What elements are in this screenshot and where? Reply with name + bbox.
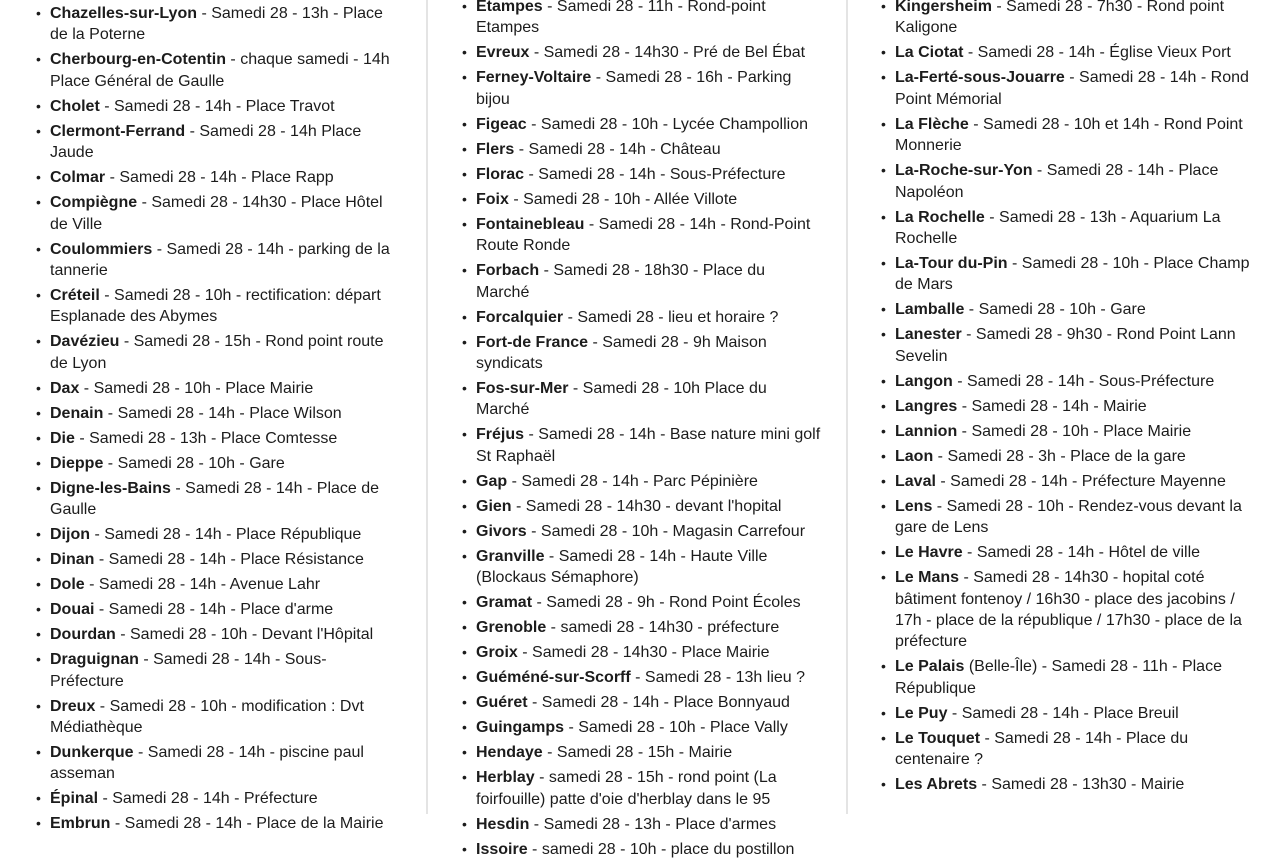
- city-name: Issoire: [476, 840, 528, 858]
- event-details: - Samedi 28 - 10h - Place Champ de Mars: [895, 255, 1250, 294]
- list-item: [881, 114, 1260, 157]
- city-name: Lamballe: [895, 301, 965, 319]
- list-item: [36, 49, 397, 92]
- event-details: - Samedi 28 - 7h30 - Rond point Kaligone: [895, 0, 1225, 37]
- event-details: - Samedi 28 - 14h30 - devant l'hopital: [511, 497, 782, 515]
- bullet-icon: •: [36, 287, 41, 304]
- event-details: - Samedi 28 - 10h et 14h - Rond Point Monnerie: [895, 115, 1243, 155]
- event-details: - Samedi 28 - 14h - Sous-Préfecture: [952, 372, 1215, 390]
- event-details: - Samedi 28 - 14h - Église Vieux Port: [963, 44, 1231, 62]
- bullet-icon: •: [462, 594, 467, 611]
- bullet-icon: •: [881, 0, 886, 14]
- city-name: Fos-sur-Mer: [476, 380, 569, 398]
- event-details: - Samedi 28 - 14h - Place de Gaulle: [50, 479, 380, 519]
- bullet-icon: •: [881, 69, 886, 86]
- city-name: Compiègne: [50, 194, 138, 212]
- list-item: [36, 331, 397, 374]
- city-name: La Rochelle: [895, 208, 985, 226]
- event-details: - Samedi 28 - 14h - Mairie: [957, 397, 1147, 415]
- event-details: - Samedi 28 - 10h - Place Mairie: [957, 422, 1192, 440]
- bullet-icon: •: [36, 744, 41, 761]
- city-name: Granville: [476, 547, 545, 565]
- list-item: [881, 0, 1260, 39]
- city-name: Créteil: [50, 287, 100, 305]
- city-name: Le Palais: [895, 658, 965, 676]
- event-details: - Samedi 28 - 14h30 - Pré de Bel Ébat: [529, 44, 806, 62]
- event-details: - Samedi 28 - 14h - Place Bonnyaud: [527, 694, 790, 712]
- bullet-icon: •: [36, 551, 41, 568]
- event-details: - Samedi 28 - 14h - piscine paul asseman: [50, 744, 364, 783]
- city-name: Die: [50, 429, 75, 447]
- event-list-column-2: [428, 0, 846, 864]
- bullet-icon: •: [462, 472, 467, 489]
- list-item: [462, 114, 822, 135]
- list-item: [881, 299, 1260, 320]
- city-name: Douai: [50, 601, 95, 619]
- bullet-icon: •: [36, 815, 41, 832]
- event-details: - Samedi 28 - 14h - Place Travot: [99, 97, 335, 115]
- event-details: - Samedi 28 - 14h30 - Place Mairie: [517, 644, 770, 662]
- event-details: - Samedi 28 - 9h Maison syndicats: [476, 333, 767, 373]
- list-item: [36, 192, 397, 235]
- bullet-icon: •: [881, 115, 886, 132]
- event-list-column-3: [848, 0, 1280, 799]
- bullet-icon: •: [462, 215, 467, 232]
- event-details: - Samedi 28 - 3h - Place de la gare: [933, 447, 1186, 465]
- city-name: Florac: [476, 165, 525, 183]
- bullet-icon: •: [881, 255, 886, 272]
- list-item: [462, 164, 822, 185]
- bullet-icon: •: [462, 547, 467, 564]
- bullet-icon: •: [881, 776, 886, 793]
- list-item: [462, 332, 822, 375]
- list-item: [881, 703, 1260, 724]
- bullet-icon: •: [462, 380, 467, 397]
- bullet-icon: •: [881, 397, 886, 414]
- bullet-icon: •: [462, 426, 467, 443]
- city-name: Langon: [895, 372, 953, 390]
- list-item: [462, 67, 822, 110]
- list-item: [881, 371, 1260, 392]
- city-name: Davézieu: [50, 333, 120, 351]
- bullet-icon: •: [36, 651, 41, 668]
- city-name: Chazelles-sur-Lyon: [50, 5, 197, 22]
- event-details: - Samedi 28 - 18h30 - Place du Marché: [476, 262, 766, 301]
- list-item: [36, 478, 397, 521]
- bullet-icon: •: [36, 51, 41, 68]
- city-name: Lannion: [895, 422, 958, 440]
- event-details: - samedi 28 - 10h - place du postillon: [527, 840, 795, 858]
- event-details: - Samedi 28 - 14h - Place Napoléon: [895, 162, 1219, 201]
- bullet-icon: •: [36, 169, 41, 186]
- city-name: Dieppe: [50, 454, 104, 472]
- city-name: La Flèche: [895, 115, 969, 133]
- list-item: [462, 42, 822, 63]
- list-item: [462, 496, 822, 517]
- list-item: [462, 214, 822, 257]
- event-details: - Samedi 28 - 14h - Sous-Préfecture: [50, 651, 327, 690]
- event-details: - Samedi 28 - 10h - Devant l'Hôpital: [115, 626, 374, 644]
- event-details: - Samedi 28 - 13h - Place Comtesse: [74, 429, 338, 447]
- list-item: [462, 0, 822, 39]
- event-details: - Samedi 28 - 13h lieu ?: [630, 669, 806, 687]
- list-item: [36, 813, 397, 834]
- list-item: [881, 160, 1260, 203]
- bullet-icon: •: [881, 497, 886, 514]
- event-details: - Samedi 28 - 10h - rectification: départ Esplanade des Abymes: [50, 287, 381, 326]
- list-item: [881, 656, 1260, 699]
- list-item: [462, 139, 822, 160]
- list-item: [462, 546, 822, 589]
- bullet-icon: •: [462, 333, 467, 350]
- list-item: [462, 471, 822, 492]
- list-item: [462, 592, 822, 613]
- event-details: - Samedi 28 - 14h Place Jaude: [50, 122, 362, 162]
- bullet-icon: •: [36, 601, 41, 618]
- bullet-icon: •: [881, 422, 886, 439]
- event-details: - Samedi 28 - 13h - Place d'armes: [529, 815, 777, 833]
- event-details: - samedi 28 - 14h30 - préfecture: [546, 619, 780, 637]
- city-name: Dourdan: [50, 626, 116, 644]
- city-name: Hesdin: [476, 815, 530, 833]
- city-name: La Ciotat: [895, 44, 964, 62]
- bullet-icon: •: [36, 97, 41, 114]
- event-details: - Samedi 28 - 9h30 - Rond Point Lann Sevelin: [895, 326, 1236, 365]
- city-name: Fréjus: [476, 426, 525, 444]
- bullet-icon: •: [36, 194, 41, 211]
- list-item: [36, 428, 397, 449]
- bullet-icon: •: [881, 301, 886, 318]
- list-item: [881, 324, 1260, 367]
- event-details: - Samedi 28 - 14h30 - hopital coté bâtiment fontenoy / 16h30 - place des jacobins / 17h - place de la république / 17h30 - place de la préfecture: [895, 569, 1242, 651]
- list-item: [36, 742, 397, 785]
- bullet-icon: •: [36, 429, 41, 446]
- event-details: - Samedi 28 - 10h - Lycée Champollion: [526, 115, 809, 133]
- bullet-icon: •: [462, 69, 467, 86]
- bullet-icon: •: [462, 744, 467, 761]
- event-details: - Samedi 28 - 14h - Préfecture Mayenne: [935, 472, 1226, 490]
- list-item: [36, 167, 397, 188]
- bullet-icon: •: [462, 44, 467, 61]
- bullet-icon: •: [462, 165, 467, 182]
- city-name: Grenoble: [476, 619, 547, 637]
- city-name: Coulommiers: [50, 240, 153, 258]
- column-2: [428, 0, 846, 858]
- event-details: - Samedi 28 - 14h - parking de la tannerie: [50, 240, 390, 280]
- bullet-icon: •: [462, 619, 467, 636]
- bullet-icon: •: [881, 472, 886, 489]
- list-item: [462, 767, 822, 810]
- event-details: - Samedi 28 - 14h - Avenue Lahr: [84, 576, 321, 594]
- bullet-icon: •: [462, 0, 467, 14]
- list-item: [36, 524, 397, 545]
- event-details: - Samedi 28 - 13h - Place de la Poterne: [50, 5, 383, 44]
- city-name: Gramat: [476, 594, 533, 612]
- city-name: Forcalquier: [476, 308, 564, 326]
- list-item: [881, 567, 1260, 653]
- city-name: Guéméné-sur-Scorff: [476, 669, 631, 687]
- event-details: - Samedi 28 - 15h - Rond point route de Lyon: [50, 333, 384, 372]
- bullet-icon: •: [462, 262, 467, 279]
- city-name: La-Roche-sur-Yon: [895, 162, 1033, 180]
- list-item: [36, 239, 397, 282]
- event-list-column-1: [0, 3, 425, 838]
- event-details: - Samedi 28 - 10h Place du Marché: [476, 380, 767, 419]
- city-name: Draguignan: [50, 651, 139, 669]
- bullet-icon: •: [462, 115, 467, 132]
- city-name: Le Mans: [895, 569, 960, 587]
- city-name: Fort-de France: [476, 333, 589, 351]
- city-name: Digne-les-Bains: [50, 479, 171, 497]
- bullet-icon: •: [36, 790, 41, 807]
- event-details: - Samedi 28 - 14h - Place de la Mairie: [110, 815, 384, 833]
- event-details: - Samedi 28 - 16h - Parking bijou: [476, 69, 792, 108]
- city-name: Kingersheim: [895, 0, 992, 15]
- bullet-icon: •: [36, 404, 41, 421]
- event-details: - chaque samedi - 14h Place Général de Gaulle: [50, 51, 390, 90]
- list-item: [462, 617, 822, 638]
- list-item: [462, 521, 822, 542]
- bullet-icon: •: [36, 379, 41, 396]
- city-name: La-Tour du-Pin: [895, 255, 1008, 273]
- list-item: [462, 742, 822, 763]
- list-item: [462, 260, 822, 303]
- list-item: [36, 3, 397, 46]
- bullet-icon: •: [881, 729, 886, 746]
- city-name: Figeac: [476, 115, 527, 133]
- city-name: Dax: [50, 379, 80, 397]
- event-details: - Samedi 28 - 14h - Parc Pépinière: [507, 472, 758, 490]
- bullet-icon: •: [36, 526, 41, 543]
- city-name: Dole: [50, 576, 85, 594]
- list-item: [881, 253, 1260, 296]
- city-name: Cholet: [50, 97, 100, 115]
- event-details: - Samedi 28 - 9h - Rond Point Écoles: [532, 594, 801, 612]
- bullet-icon: •: [462, 719, 467, 736]
- list-item: [36, 549, 397, 570]
- bullet-icon: •: [462, 308, 467, 325]
- city-name: Langres: [895, 397, 958, 415]
- event-details: - Samedi 28 - 10h - Magasin Carrefour: [526, 522, 806, 540]
- bullet-icon: •: [36, 240, 41, 257]
- city-name: Gien: [476, 497, 512, 515]
- event-details: - Samedi 28 - 10h - Rendez-vous devant la gare de Lens: [895, 497, 1242, 537]
- city-name: Dunkerque: [50, 744, 134, 762]
- column-3: [848, 0, 1280, 814]
- list-item: [462, 642, 822, 663]
- list-item: [881, 207, 1260, 250]
- event-details: - Samedi 28 - 14h - Place du centenaire ?: [895, 729, 1189, 769]
- city-name: Colmar: [50, 169, 106, 187]
- city-name: Etampes: [476, 0, 543, 15]
- event-details: - Samedi 28 - 10h - Place Mairie: [79, 379, 314, 397]
- list-item: [462, 307, 822, 328]
- list-item: [462, 424, 822, 467]
- event-details: - Samedi 28 - 14h - Préfecture: [98, 790, 318, 808]
- event-details: - Samedi 28 - 10h - Place Vally: [564, 719, 788, 737]
- bullet-icon: •: [881, 704, 886, 721]
- bullet-icon: •: [36, 122, 41, 139]
- event-details: - Samedi 28 - 14h - Place d'arme: [94, 601, 334, 619]
- event-details: - Samedi 28 - 11h - Rond-point Etampes: [476, 0, 766, 37]
- event-details: - Samedi 28 - 14h - Rond Point Mémorial: [895, 69, 1249, 108]
- city-name: Herblay: [476, 769, 535, 787]
- event-details: - Samedi 28 - 14h - Château: [514, 140, 721, 158]
- bullet-icon: •: [36, 333, 41, 350]
- city-name: Les Abrets: [895, 776, 978, 794]
- list-item: [881, 67, 1260, 110]
- event-details: - Samedi 28 - 14h - Place Résistance: [94, 551, 364, 569]
- list-item: [36, 624, 397, 645]
- bullet-icon: •: [462, 497, 467, 514]
- city-name: Le Touquet: [895, 729, 981, 747]
- bullet-icon: •: [881, 569, 886, 586]
- event-details: - Samedi 28 - 10h - Gare: [103, 454, 285, 472]
- bullet-icon: •: [462, 644, 467, 661]
- bullet-icon: •: [36, 697, 41, 714]
- event-details: - samedi 28 - 15h - rond point (La foirfouille) patte d'oie d'herblay dans le 95: [476, 769, 777, 808]
- event-details: - Samedi 28 - 14h - Hôtel de ville: [962, 544, 1201, 562]
- city-name: Dinan: [50, 551, 95, 569]
- list-item: [36, 378, 397, 399]
- list-item: [462, 814, 822, 835]
- bullet-icon: •: [881, 447, 886, 464]
- city-name: Lanester: [895, 326, 962, 344]
- bullet-icon: •: [36, 479, 41, 496]
- list-item: [881, 542, 1260, 563]
- bullet-icon: •: [881, 658, 886, 675]
- city-name: Dijon: [50, 526, 90, 544]
- list-item: [36, 599, 397, 620]
- list-item: [36, 453, 397, 474]
- bullet-icon: •: [36, 626, 41, 643]
- event-details: - Samedi 28 - 14h - Base nature mini golf St Raphaël: [476, 426, 821, 465]
- city-name: Fontainebleau: [476, 215, 585, 233]
- event-details: - Samedi 28 - 14h - Place Wilson: [103, 404, 342, 422]
- bullet-icon: •: [462, 190, 467, 207]
- city-name: Guéret: [476, 694, 528, 712]
- city-name: Foix: [476, 190, 509, 208]
- city-name: Lens: [895, 497, 933, 515]
- event-details: - Samedi 28 - 10h - Allée Villote: [508, 190, 738, 208]
- city-name: Gap: [476, 472, 508, 490]
- list-item: [881, 496, 1260, 539]
- city-name: Flers: [476, 140, 515, 158]
- city-name: Embrun: [50, 815, 111, 833]
- list-item: [36, 96, 397, 117]
- list-item: [881, 446, 1260, 467]
- list-item: [881, 396, 1260, 417]
- city-name: Guingamps: [476, 719, 565, 737]
- bullet-icon: •: [462, 694, 467, 711]
- city-name: Cherbourg-en-Cotentin: [50, 51, 226, 69]
- list-item: [881, 774, 1260, 795]
- list-item: [462, 667, 822, 688]
- event-details: - Samedi 28 - 13h - Aquarium La Rochelle: [895, 208, 1221, 248]
- bullet-icon: •: [462, 840, 467, 857]
- bullet-icon: •: [462, 669, 467, 686]
- city-name: Givors: [476, 522, 527, 540]
- list-item: [36, 403, 397, 424]
- list-item: [462, 378, 822, 421]
- bullet-icon: •: [462, 140, 467, 157]
- event-details: - Samedi 28 - 14h - Place Rapp: [105, 169, 334, 187]
- list-item: [36, 696, 397, 739]
- list-item: [881, 471, 1260, 492]
- list-item: [881, 42, 1260, 63]
- city-name: La-Ferté-sous-Jouarre: [895, 69, 1065, 87]
- bullet-icon: •: [881, 44, 886, 61]
- city-name: Dreux: [50, 697, 96, 715]
- city-name: Laon: [895, 447, 934, 465]
- city-name: Groix: [476, 644, 518, 662]
- column-1: [0, 0, 425, 833]
- bullet-icon: •: [36, 454, 41, 471]
- event-details: - Samedi 28 - 14h - Place Breuil: [947, 704, 1179, 722]
- city-name: Le Puy: [895, 704, 948, 722]
- event-details: - Samedi 28 - 14h - Rond-Point Route Ronde: [476, 215, 811, 255]
- list-item: [462, 692, 822, 713]
- bullet-icon: •: [462, 769, 467, 786]
- bullet-icon: •: [881, 208, 886, 225]
- event-details: (Belle-Île) - Samedi 28 - 11h - Place République: [895, 658, 1222, 697]
- list-item: [36, 121, 397, 164]
- city-name: Laval: [895, 472, 936, 490]
- city-name: Hendaye: [476, 744, 543, 762]
- event-details: - Samedi 28 - 10h - modification : Dvt Médiathèque: [50, 697, 364, 737]
- city-name: Clermont-Ferrand: [50, 122, 186, 140]
- city-name: Forbach: [476, 262, 540, 280]
- list-item: [881, 728, 1260, 771]
- list-item: [462, 189, 822, 210]
- list-item: [462, 839, 822, 860]
- event-details: - Samedi 28 - 10h - Gare: [964, 301, 1146, 319]
- list-item: [36, 574, 397, 595]
- city-name: Denain: [50, 404, 104, 422]
- bullet-icon: •: [881, 326, 886, 343]
- event-details: - Samedi 28 - 14h30 - Place Hôtel de Ville: [50, 194, 383, 233]
- list-item: [462, 717, 822, 738]
- list-item: [36, 649, 397, 692]
- list-item: [36, 285, 397, 328]
- event-details: - Samedi 28 - 14h - Sous-Préfecture: [524, 165, 786, 183]
- event-details: - Samedi 28 - 15h - Mairie: [542, 744, 733, 762]
- city-name: Le Havre: [895, 544, 963, 562]
- city-name: Evreux: [476, 44, 530, 62]
- bullet-icon: •: [881, 372, 886, 389]
- bullet-icon: •: [881, 544, 886, 561]
- bullet-icon: •: [881, 162, 886, 179]
- list-item: [36, 788, 397, 809]
- city-name: Épinal: [50, 790, 99, 808]
- bullet-icon: •: [36, 5, 41, 21]
- city-name: Ferney-Voltaire: [476, 69, 592, 87]
- event-details: - Samedi 28 - lieu et horaire ?: [563, 308, 779, 326]
- event-details: - Samedi 28 - 13h30 - Mairie: [977, 776, 1185, 794]
- bullet-icon: •: [36, 576, 41, 593]
- event-details: - Samedi 28 - 14h - Place République: [90, 526, 362, 544]
- list-item: [881, 421, 1260, 442]
- bullet-icon: •: [462, 522, 467, 539]
- bullet-icon: •: [462, 815, 467, 832]
- event-details: - Samedi 28 - 14h - Haute Ville (Blockaus Sémaphore): [476, 547, 768, 587]
